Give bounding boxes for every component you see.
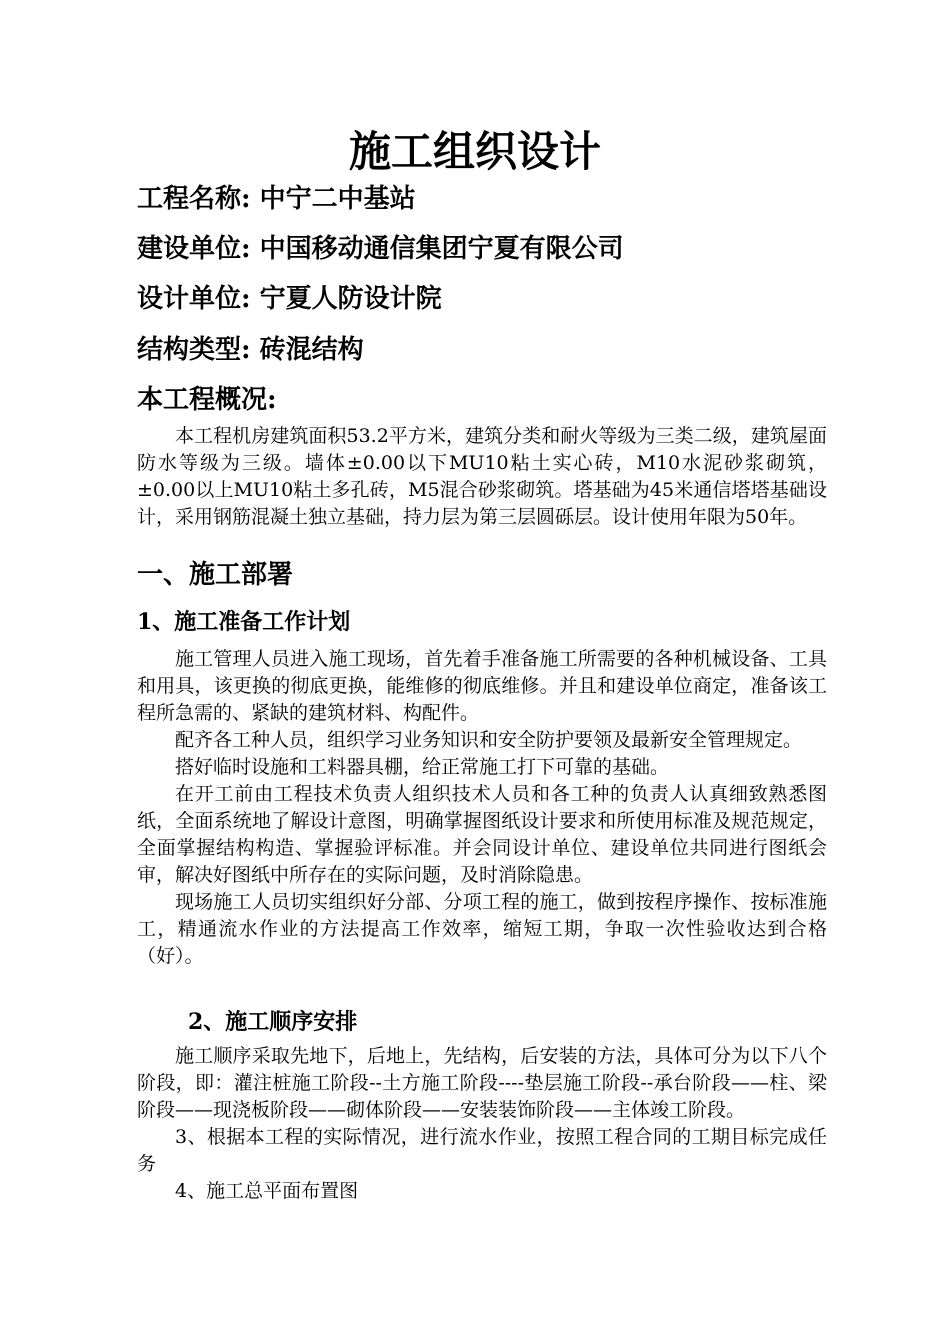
paragraph: 施工顺序采取先地下，后地上，先结构，后安装的方法，具体可分为以下八个阶段，即：灌注桩施工阶段--土方施工阶段----垫层施工阶段--承台阶段——柱、梁阶段——现浇板阶段——砌体阶段——安装装饰阶段——主体竣工阶段。 bbox=[137, 1045, 827, 1121]
info-value: 宁夏人防设计院 bbox=[259, 284, 442, 314]
info-project-name bbox=[137, 182, 416, 216]
paragraph: 搭好临时设施和工料器具棚，给正常施工打下可靠的基础。 bbox=[175, 756, 670, 778]
info-label: 工程名称: bbox=[137, 184, 251, 214]
overview-paragraph: 本工程机房建筑面积53.2平方米，建筑分类和耐火等级为三类二级，建筑屋面防水等级为三级。墙体±0.00以下MU10粘土实心砖，M10水泥砂浆砌筑，±0.00以上MU10粘土多孔砖，M5混合砂浆砌筑。塔基础为45米通信塔塔基础设计，采用钢筋混凝土独立基础，持力层为第三层圆砾层。设计使用年限为50年。 bbox=[137, 425, 827, 528]
paragraph: 现场施工人员切实组织好分部、分项工程的施工，做到按程序操作、按标准施工，精通流水作业的方法提高工作效率，缩短工期，争取一次性验收达到合格（好）。 bbox=[137, 891, 827, 967]
section-1-heading: 一、施工部署 bbox=[137, 560, 294, 590]
paragraph: 4、施工总平面布置图 bbox=[175, 1180, 359, 1202]
info-construction-unit bbox=[137, 232, 624, 266]
info-value: 中宁二中基站 bbox=[259, 184, 416, 214]
paragraph: 在开工前由工程技术负责人组织技术人员和各工种的负责人认真细致熟悉图纸，全面系统地了解设计意图，明确掌握图纸设计要求和所使用标准及规范规定，全面掌握结构构造、掌握验评标准。并会同设计单位、建设单位共同进行图纸会审，解决好图纸中所存在的实际问题，及时消除隐患。 bbox=[137, 783, 827, 886]
info-design-unit bbox=[137, 282, 442, 316]
paragraph: 3、根据本工程的实际情况，进行流水作业，按照工程合同的工期目标完成任务 bbox=[137, 1126, 827, 1175]
subsection-2-body bbox=[137, 1043, 827, 1205]
info-value: 砖混结构 bbox=[259, 335, 364, 365]
info-structure-type bbox=[137, 333, 364, 367]
overview-heading: 本工程概况: bbox=[137, 385, 277, 415]
paragraph: 配齐各工种人员，组织学习业务知识和安全防护要领及最新安全管理规定。 bbox=[175, 729, 803, 751]
info-label: 设计单位: bbox=[137, 284, 251, 314]
overview-body bbox=[137, 423, 827, 531]
subsection-2-heading: 2、施工顺序安排 bbox=[188, 1009, 358, 1035]
info-value: 中国移动通信集团宁夏有限公司 bbox=[259, 234, 624, 264]
subsection-1-body bbox=[137, 646, 827, 970]
info-label: 结构类型: bbox=[137, 335, 251, 365]
info-label: 建设单位: bbox=[137, 234, 251, 264]
subsection-1-heading: 1、施工准备工作计划 bbox=[137, 609, 351, 635]
document-title: 施工组织设计 bbox=[348, 127, 601, 176]
paragraph: 施工管理人员进入施工现场，首先着手准备施工所需要的各种机械设备、工具和用具，该更换的彻底更换，能维修的彻底维修。并且和建设单位商定，准备该工程所急需的、紧缺的建筑材料、构配件。 bbox=[137, 648, 827, 724]
